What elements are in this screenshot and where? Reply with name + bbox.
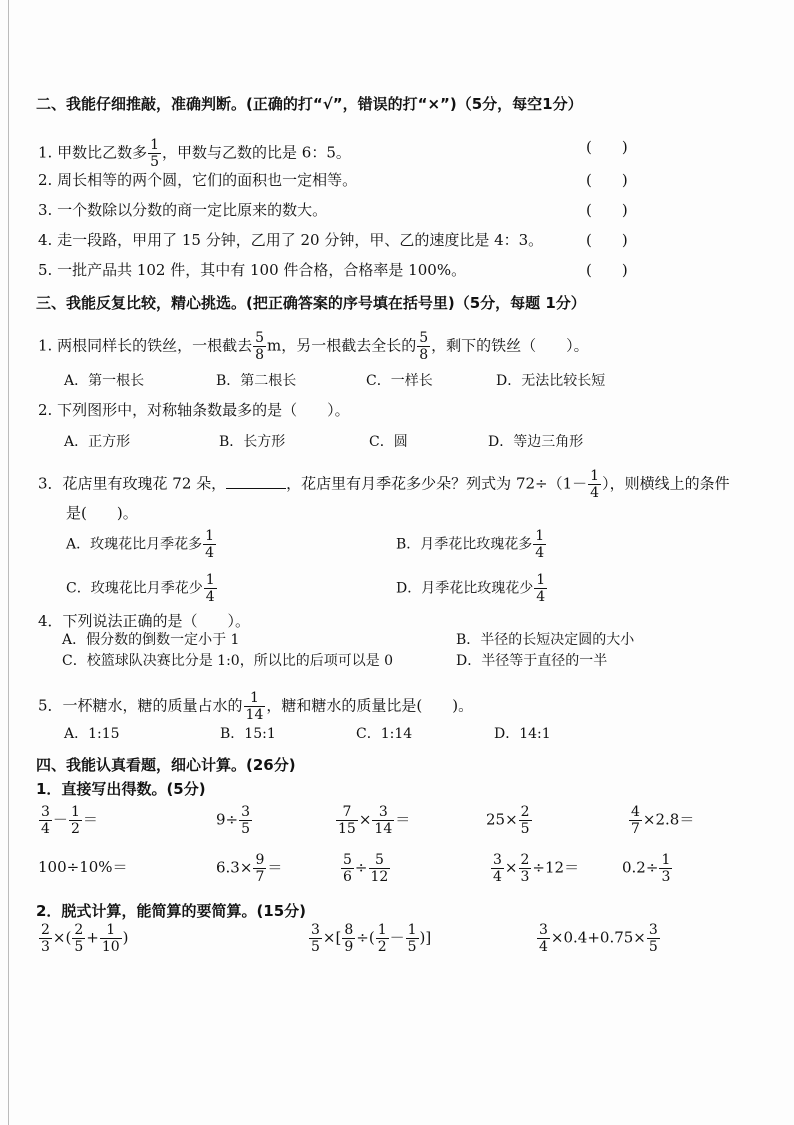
q3-option-c[interactable]: C．玫瑰花比月季花少 $\frac{1}{4}$ — [66, 572, 215, 605]
judge-item-5: 5. 一批产品共 102 件，其中有 100 件合格，合格率是 100%。 — [38, 261, 467, 279]
fraction: $\frac{1}{5}$ — [150, 137, 160, 170]
q4-option-d[interactable]: D．半径等于直径的一半 — [456, 653, 608, 669]
judge-item-2: 2. 周长相等的两个圆，它们的面积也一定相等。 — [38, 171, 358, 189]
fraction: $\frac{5}{8}$ — [255, 330, 265, 363]
judge-item-3: 3. 一个数除以分数的商一定比原来的数大。 — [38, 201, 328, 219]
calc-10: 0.2÷ $\frac{1}{3}$ — [622, 852, 671, 885]
choice-q2: 2. 下列图形中，对称轴条数最多的是（ ）。 — [38, 401, 350, 419]
choice-q3-line2: 是( )。 — [66, 504, 138, 522]
subsection-2-title: 2．脱式计算，能简算的要简算。(15分) — [36, 902, 307, 920]
step-calc-3: $\frac{3}{4}$ ×0.4+0.75× $\frac{3}{5}$ — [539, 922, 658, 955]
step-calc-1: $\frac{2}{3}$ ×( $\frac{2}{5}$ + $\frac{1}{10}$ ) — [41, 922, 129, 955]
q4-option-a[interactable]: A．假分数的倒数一定小于 1 — [62, 632, 240, 648]
calc-3: $\frac{7}{15}$ × $\frac{3}{14}$ ＝ — [338, 804, 411, 837]
answer-paren-5[interactable]: ( ) — [586, 261, 628, 279]
answer-paren-4[interactable]: ( ) — [586, 231, 628, 249]
fraction: $\frac{1}{4}$ — [590, 468, 600, 501]
q3-option-b[interactable]: B．月季花比玫瑰花多 $\frac{1}{4}$ — [396, 528, 545, 561]
blank-line — [226, 488, 286, 489]
subsection-1-title: 1．直接写出得数。(5分) — [36, 780, 206, 798]
q2-option-a[interactable]: A．正方形 — [64, 434, 131, 450]
q5-option-c[interactable]: C．1:14 — [356, 726, 413, 742]
choice-q4: 4．下列说法正确的是（ ）。 — [38, 612, 251, 630]
section-3-title: 三、我能反复比较，精心挑选。(把正确答案的序号填在括号里)（5分，每题 1分） — [36, 294, 586, 312]
answer-paren-2[interactable]: ( ) — [586, 171, 628, 189]
q1-option-d[interactable]: D．无法比较长短 — [496, 373, 606, 389]
q1-option-a[interactable]: A．第一根长 — [64, 373, 145, 389]
choice-q1: 1. 两根同样长的铁丝，一根截去 $\frac{5}{8}$ m，另一根截去全长的 $\frac{5}{8}$ ，剩下的铁丝（ ）。 — [38, 330, 589, 363]
section-2-title: 二、我能仔细推敲，准确判断。(正确的打“√”，错误的打“×”)（5分，每空1分） — [36, 95, 583, 113]
q2-option-d[interactable]: D．等边三角形 — [488, 434, 584, 450]
section-4-title: 四、我能认真看题，细心计算。(26分) — [36, 756, 296, 774]
judge-item-1: 1. 甲数比乙数多 $\frac{1}{5}$ ，甲数与乙数的比是 6：5。 — [38, 137, 351, 170]
fraction: $\frac{5}{8}$ — [419, 330, 429, 363]
q5-option-b[interactable]: B．15:1 — [220, 726, 276, 742]
q2-option-b[interactable]: B．长方形 — [219, 434, 286, 450]
calc-1: $\frac{3}{4}$ － $\frac{1}{2}$ ＝ — [41, 804, 98, 837]
step-calc-2: $\frac{3}{5}$ ×[ $\frac{8}{9}$ ÷( $\frac{1}{2}$ － $\frac{1}{5}$ )] — [311, 922, 432, 955]
q4-option-b[interactable]: B．半径的长短决定圆的大小 — [456, 632, 635, 648]
page-edge — [8, 0, 9, 1125]
choice-q3: 3．花店里有玫瑰花 72 朵， ，花店里有月季花多少朵？列式为 72÷（1－ $\frac{1}{4}$ ），则横线上的条件 — [38, 468, 730, 501]
answer-paren-3[interactable]: ( ) — [586, 201, 628, 219]
q5-option-a[interactable]: A．1:15 — [64, 726, 120, 742]
calc-9: $\frac{3}{4}$ × $\frac{2}{3}$ ÷12＝ — [493, 852, 580, 885]
q1-option-c[interactable]: C．一样长 — [366, 373, 433, 389]
answer-paren-1[interactable]: ( ) — [586, 138, 628, 156]
q1-option-b[interactable]: B．第二根长 — [216, 373, 297, 389]
calc-5: $\frac{4}{7}$ ×2.8＝ — [631, 804, 695, 837]
calc-7: 6.3× $\frac{9}{7}$ ＝ — [216, 852, 283, 885]
q4-option-c[interactable]: C．校篮球队决赛比分是 1:0，所以比的后项可以是 0 — [62, 653, 394, 669]
calc-2: 9÷ $\frac{3}{5}$ — [216, 804, 251, 837]
q2-option-c[interactable]: C．圆 — [369, 434, 408, 450]
calc-8: $\frac{5}{6}$ ÷ $\frac{5}{12}$ — [343, 852, 389, 885]
calc-4: 25× $\frac{2}{5}$ — [486, 804, 530, 837]
q3-option-a[interactable]: A．玫瑰花比月季花多 $\frac{1}{4}$ — [66, 528, 215, 561]
calc-6: 100÷10%＝ — [38, 858, 128, 876]
fraction: $\frac{1}{14}$ — [245, 690, 264, 723]
choice-q5: 5．一杯糖水，糖的质量占水的 $\frac{1}{14}$ ，糖和糖水的质量比是( )。 — [38, 690, 474, 723]
q5-option-d[interactable]: D．14:1 — [494, 726, 551, 742]
judge-item-4: 4. 走一段路，甲用了 15 分钟，乙用了 20 分钟，甲、乙的速度比是 4：3。 — [38, 231, 544, 249]
q3-option-d[interactable]: D．月季花比玫瑰花少 $\frac{1}{4}$ — [396, 572, 546, 605]
